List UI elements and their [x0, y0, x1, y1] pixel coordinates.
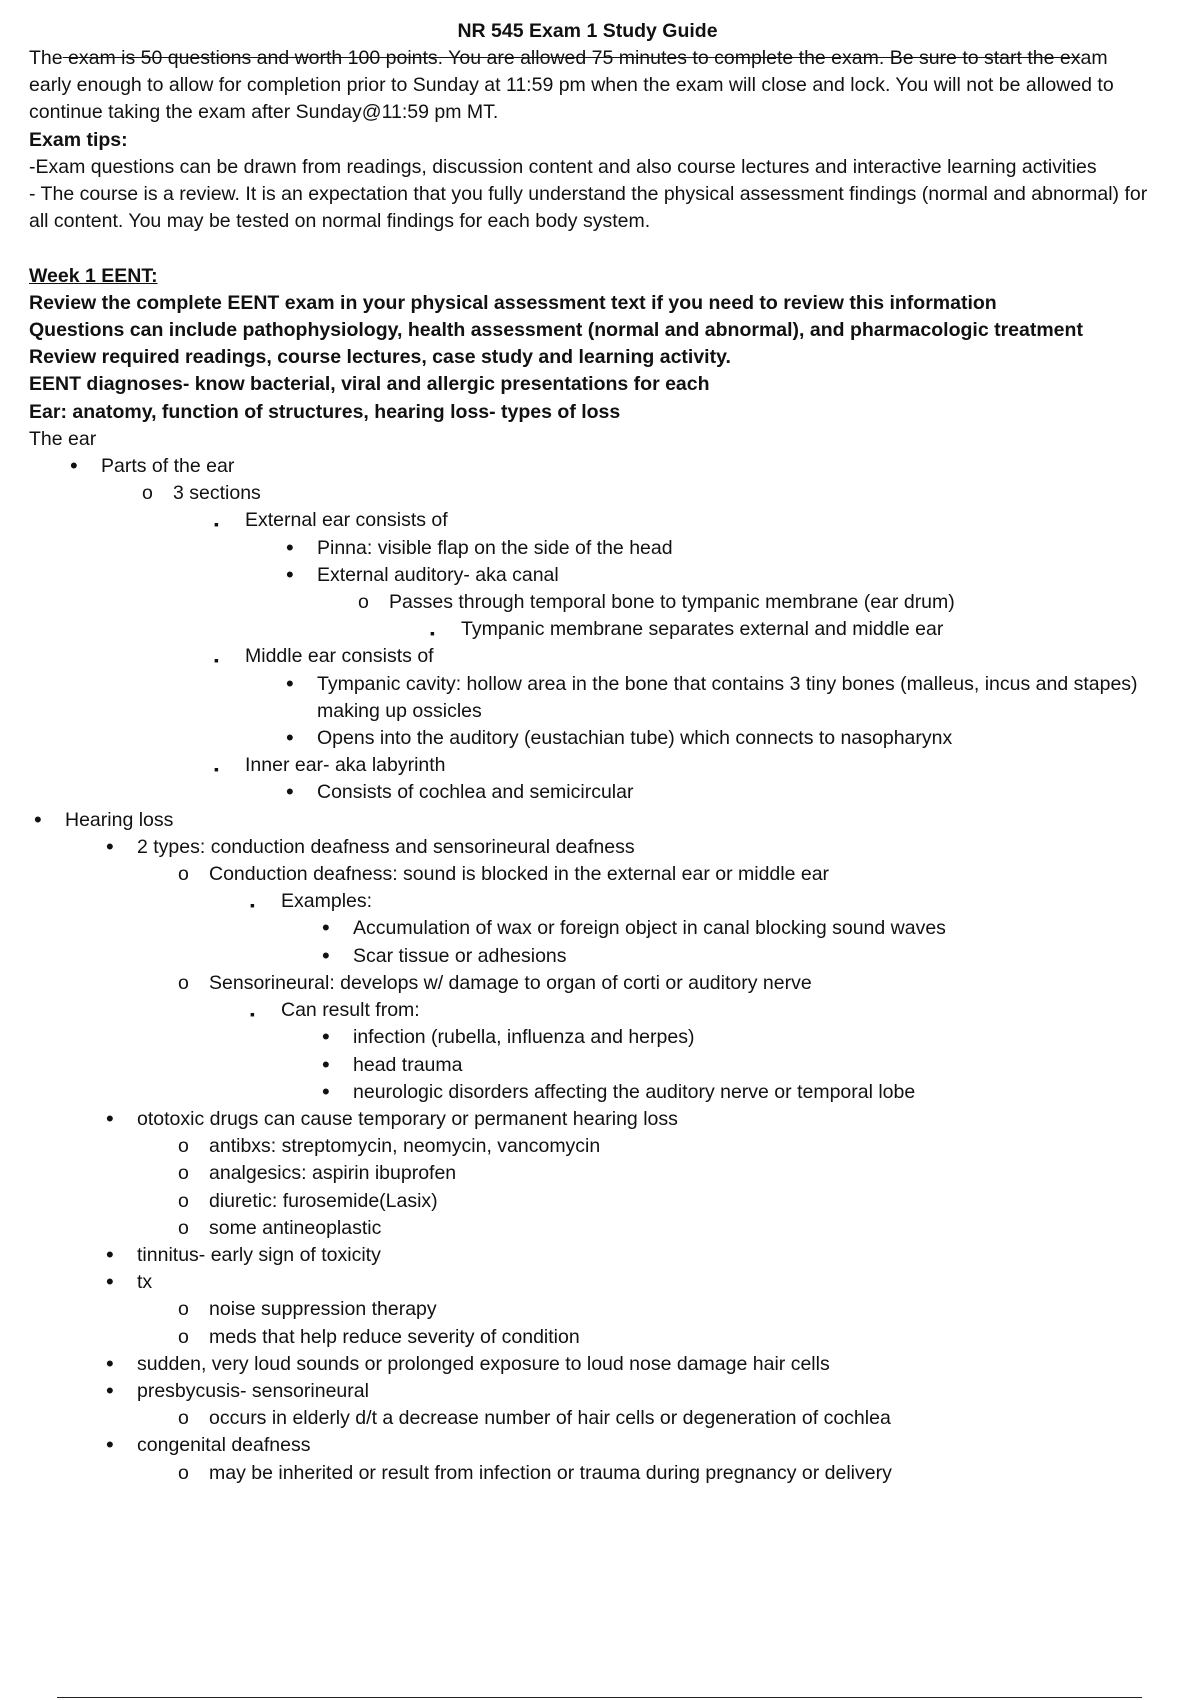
- outline-item: [29, 1460, 1189, 1487]
- outline-item: [29, 970, 1189, 997]
- outline-item: [29, 1269, 1189, 1296]
- outline-item-text: occurs in elderly d/t a decrease number of hair cells or degeneration of cochlea: [209, 1407, 891, 1430]
- exam-tip-2-line-2: all content. You may be tested on normal findings for each body system.: [29, 210, 651, 233]
- disc-bullet-icon: [322, 1051, 330, 1080]
- outline-item-text: ototoxic drugs can cause temporary or permanent hearing loss: [137, 1107, 678, 1130]
- disc-bullet-icon: [106, 1268, 114, 1297]
- circle-bullet-icon: [178, 1296, 189, 1323]
- disc-bullet-icon: [286, 534, 294, 563]
- disc-bullet-icon: [106, 1350, 114, 1379]
- outline-item-text: noise suppression therapy: [209, 1298, 437, 1321]
- outline-item-text: some antineoplastic: [209, 1216, 382, 1239]
- week1-heading: Week 1 EENT:: [29, 264, 158, 287]
- outline-list: [29, 453, 1189, 1487]
- intro-line-2: early enough to allow for completion prior to Sunday at 11:59 pm when the exam will close and lock. You will not be allowed to: [29, 74, 1114, 97]
- circle-bullet-icon: [142, 480, 153, 507]
- outline-item-text: External ear consists of: [245, 509, 448, 532]
- document-page: [29, 18, 1189, 1487]
- week1-line-2: Questions can include pathophysiology, health assessment (normal and abnormal), and pharmacologic treatment: [29, 319, 1083, 342]
- outline-item: [29, 1378, 1189, 1405]
- outline-item: [29, 807, 1189, 834]
- outline-item: [29, 1324, 1189, 1351]
- outline-item: [29, 643, 1189, 670]
- outline-item-text: Examples:: [281, 890, 373, 913]
- outline-item: [29, 1242, 1189, 1269]
- outline-item-text: analgesics: aspirin ibuprofen: [209, 1162, 457, 1185]
- disc-bullet-icon: [106, 1105, 114, 1134]
- outline-item: [29, 671, 1189, 698]
- exam-tips-heading: Exam tips:: [29, 128, 128, 151]
- outline-item-text: 3 sections: [173, 482, 261, 505]
- week1-line-3: Review required readings, course lectures, case study and learning activity.: [29, 346, 731, 369]
- outline-item-text: head trauma: [353, 1053, 463, 1076]
- disc-bullet-icon: [322, 942, 330, 971]
- outline-item: [29, 943, 1189, 970]
- circle-bullet-icon: [178, 1215, 189, 1242]
- disc-bullet-icon: [286, 724, 294, 753]
- disc-bullet-icon: [322, 1078, 330, 1107]
- footer-rule: [57, 1697, 1142, 1698]
- outline-item-text: Can result from:: [281, 999, 420, 1022]
- outline-item: [29, 1188, 1189, 1215]
- outline-item-text: tinnitus- early sign of toxicity: [137, 1243, 381, 1266]
- outline-item: [29, 834, 1189, 861]
- disc-bullet-icon: [286, 561, 294, 590]
- outline-item-text: may be inherited or result from infection or trauma during pregnancy or delivery: [209, 1461, 892, 1484]
- disc-bullet-icon: [106, 1431, 114, 1460]
- outline-item-text: Scar tissue or adhesions: [353, 944, 567, 967]
- disc-bullet-icon: [106, 1241, 114, 1270]
- outline-item: [29, 861, 1189, 888]
- outline-item-text: 2 types: conduction deafness and sensorineural deafness: [137, 835, 635, 858]
- outline-item-text: congenital deafness: [137, 1434, 311, 1457]
- outline-item: [29, 779, 1189, 806]
- outline-item-text: Tympanic cavity: hollow area in the bone that contains 3 tiny bones (malleus, incus and stapes): [317, 672, 1138, 695]
- circle-bullet-icon: [178, 1133, 189, 1160]
- disc-bullet-icon: [322, 1023, 330, 1052]
- outline-item: [29, 535, 1189, 562]
- outline-item-text: sudden, very loud sounds or prolonged exposure to loud nose damage hair cells: [137, 1352, 830, 1375]
- circle-bullet-icon: [358, 589, 369, 616]
- outline-item: [29, 752, 1189, 779]
- outline-item: [29, 1432, 1189, 1459]
- outline-item: [29, 997, 1189, 1024]
- outline-item: [29, 562, 1189, 589]
- outline-item: [29, 1133, 1189, 1160]
- exam-tip-2-line-1: - The course is a review. It is an expectation that you fully understand the physical assessment findings (normal and abnormal) for: [29, 183, 1148, 206]
- outline-item: [29, 616, 1189, 643]
- outline-item: [29, 915, 1189, 942]
- outline-item-text: making up ossicles: [317, 699, 482, 722]
- intro-strike-post: am: [1080, 47, 1108, 69]
- outline-item: [29, 725, 1189, 752]
- outline-item: [29, 888, 1189, 915]
- disc-bullet-icon: [286, 778, 294, 807]
- disc-bullet-icon: [70, 452, 78, 481]
- circle-bullet-icon: [178, 1460, 189, 1487]
- outline-item-text: Inner ear- aka labyrinth: [245, 754, 446, 777]
- outline-item-text: meds that help reduce severity of condition: [209, 1325, 580, 1348]
- outline-item: [29, 453, 1189, 480]
- disc-bullet-icon: [34, 806, 42, 835]
- outline-item: [29, 1215, 1189, 1242]
- week1-line-4: EENT diagnoses- know bacterial, viral and allergic presentations for each: [29, 373, 710, 396]
- intro-line-1: [29, 45, 1189, 72]
- outline-item: [29, 1106, 1189, 1133]
- disc-bullet-icon: [106, 1377, 114, 1406]
- outline-item: [29, 480, 1189, 507]
- circle-bullet-icon: [178, 1405, 189, 1432]
- disc-bullet-icon: [106, 833, 114, 862]
- circle-bullet-icon: [178, 1324, 189, 1351]
- exam-tip-1: -Exam questions can be drawn from readings, discussion content and also course lectures and interactive learning activities: [29, 155, 1097, 178]
- outline-item-text: Passes through temporal bone to tympanic membrane (ear drum): [389, 591, 955, 614]
- outline-item: [29, 698, 1189, 725]
- intro-line-3: continue taking the exam after Sunday@11:59 pm MT.: [29, 101, 499, 124]
- outline-item: [29, 1079, 1189, 1106]
- outline-item-text: Parts of the ear: [101, 455, 235, 478]
- outline-item-text: External auditory- aka canal: [317, 563, 559, 586]
- outline-item-text: Hearing loss: [65, 808, 174, 831]
- circle-bullet-icon: [178, 1160, 189, 1187]
- the-ear-heading: The ear: [29, 427, 97, 450]
- circle-bullet-icon: [178, 1188, 189, 1215]
- outline-item: [29, 589, 1189, 616]
- intro-strike-text: exam is 50 questions and worth 100 points. You are allowed 75 minutes to complete the exam. Be sure to start the ex: [62, 47, 1081, 69]
- outline-item-text: infection (rubella, influenza and herpes): [353, 1026, 695, 1049]
- disc-bullet-icon: [286, 670, 294, 699]
- outline-item-text: tx: [137, 1271, 153, 1294]
- outline-item: [29, 1160, 1189, 1187]
- circle-bullet-icon: [178, 970, 189, 997]
- week1-line-1: Review the complete EENT exam in your physical assessment text if you need to review this information: [29, 291, 997, 314]
- spacer: [29, 235, 1189, 262]
- outline-item: [29, 1351, 1189, 1378]
- outline-item-text: Pinna: visible flap on the side of the head: [317, 536, 673, 559]
- outline-item-text: Consists of cochlea and semicircular: [317, 781, 634, 804]
- document-title: NR 545 Exam 1 Study Guide: [457, 20, 718, 42]
- outline-item-text: antibxs: streptomycin, neomycin, vancomycin: [209, 1135, 601, 1158]
- outline-item-text: presbycusis- sensorineural: [137, 1379, 369, 1402]
- outline-item-text: diuretic: furosemide(Lasix): [209, 1189, 438, 1212]
- outline-item-text: Opens into the auditory (eustachian tube) which connects to nasopharynx: [317, 727, 953, 750]
- outline-item: [29, 1296, 1189, 1323]
- intro-strike-pre: The: [29, 47, 63, 69]
- outline-item-text: Conduction deafness: sound is blocked in the external ear or middle ear: [209, 863, 830, 886]
- outline-item: [29, 1024, 1189, 1051]
- outline-item-text: neurologic disorders affecting the auditory nerve or temporal lobe: [353, 1080, 916, 1103]
- disc-bullet-icon: [322, 914, 330, 943]
- week1-line-5: Ear: anatomy, function of structures, hearing loss- types of loss: [29, 400, 621, 423]
- outline-item: [29, 507, 1189, 534]
- outline-item: [29, 1405, 1189, 1432]
- circle-bullet-icon: [178, 861, 189, 888]
- outline-item-text: Middle ear consists of: [245, 645, 434, 668]
- outline-item: [29, 1052, 1189, 1079]
- outline-item-text: Accumulation of wax or foreign object in canal blocking sound waves: [353, 917, 946, 940]
- outline-item-text: Tympanic membrane separates external and middle ear: [461, 618, 944, 641]
- outline-item-text: Sensorineural: develops w/ damage to organ of corti or auditory nerve: [209, 971, 812, 994]
